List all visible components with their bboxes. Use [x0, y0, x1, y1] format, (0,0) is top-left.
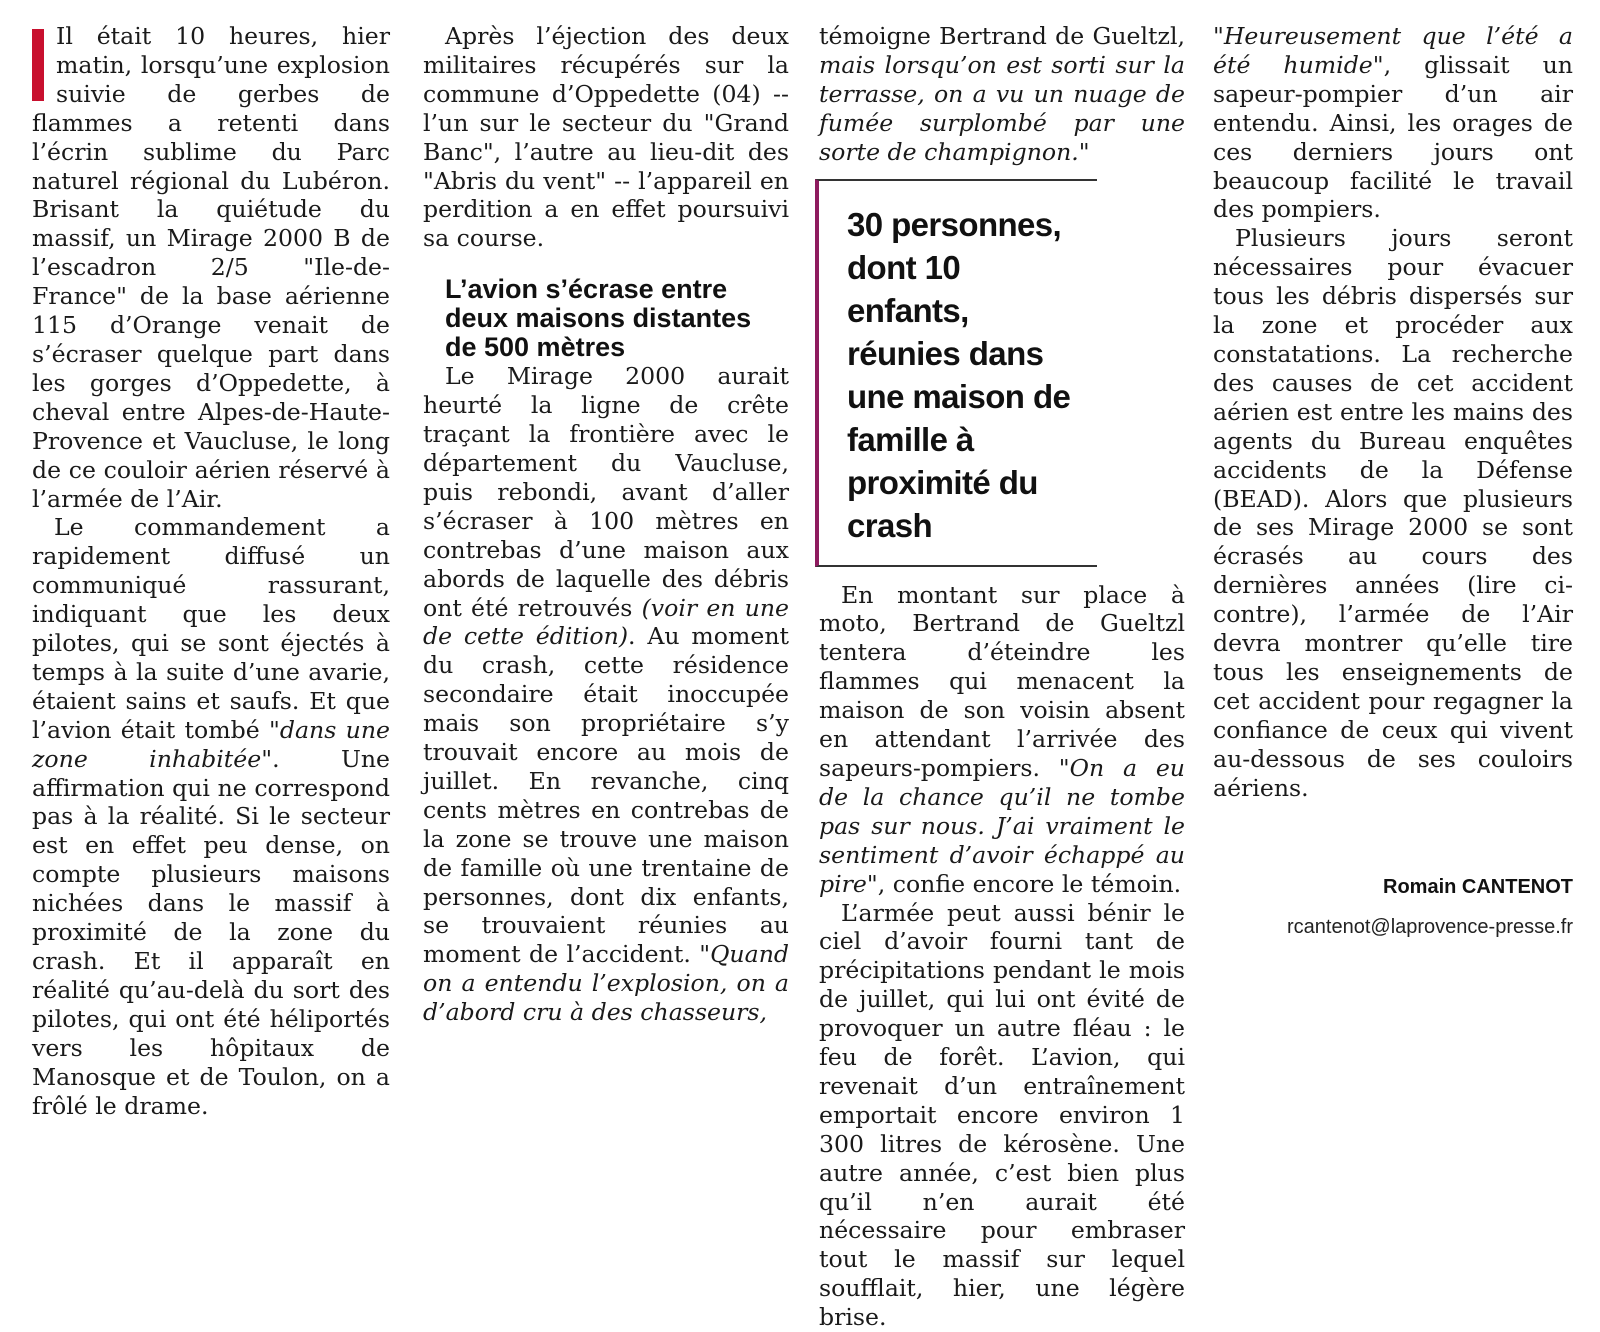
paragraph: L’armée peut aussi bénir le ciel d’avoir fourni tant de précipitations pendant le mois de juillet, qui lui ont évité de provoquer un autre fléau : le feu de forêt. L’avion, qui revenait d’un entraînement emportait encore environ 1 300 litres de kérosène. Une autre année, c’est bien plus qu’il n’en aurait été nécessaire pour embraser tout le massif sur lequel soufflait, hier, une légère brise.	[819, 899, 1185, 1332]
article-column-1	[32, 22, 390, 962]
article-column-4	[1213, 22, 1573, 962]
paragraph: témoigne Bertrand de Gueltzl, mais lorsqu’on est sorti sur la terrasse, on a vu un nuage de fumée surplombé par une sorte de champignon."	[819, 22, 1185, 167]
subheading: L’avion s’écrase entre deux maisons distantes de 500 mètres	[445, 275, 789, 362]
dropcap-bar	[32, 29, 44, 101]
paragraph: Après l’éjection des deux militaires récupérés sur la commune d’Oppedette (04) -- l’un sur le secteur du "Grand Banc", l’autre au lieu-dit des "Abris du vent" -- l’appareil en perdition a en effet poursuivi sa course.	[423, 22, 789, 253]
paragraph: En montant sur place à moto, Bertrand de Gueltzl tentera d’éteindre les flammes qui menacent la maison de son voisin absent en attendant l’arrivée des sapeurs-pompiers. "On a eu de la chance qu’il ne tombe pas sur nous. J’ai vraiment le sentiment d’avoir échappé au pire", confie encore le témoin.	[819, 581, 1185, 899]
paragraph: Plusieurs jours seront nécessaires pour évacuer tous les débris dispersés sur la zone et procéder aux constatations. La recherche des causes de cet accident aérien est entre les mains des agents du Bureau enquêtes accidents de la Défense (BEAD). Alors que plusieurs de ses Mirage 2000 se sont écrasés au cours des dernières années (lire ci-contre), l’armée de l’Air devra montrer qu’elle tire tous les enseignements de cet accident pour regagner la confiance de ceux qui vivent au-dessous de ses couloirs aériens.	[1213, 224, 1573, 802]
author-signature: Romain CANTENOT	[1213, 876, 1573, 899]
paragraph: "Heureusement que l’été a été humide", glissait un sapeur-pompier d’un air entendu. Ainsi, les orages de ces derniers jours ont beaucoup facilité le travail des pompiers.	[1213, 22, 1573, 224]
paragraph: Le commandement a rapidement diffusé un communiqué rassurant, indiquant que les deux pilotes, qui se sont éjectés à temps à la suite d’une avarie, étaient sains et saufs. Et que l’avion était tombé "dans une zone inhabitée". Une affirmation qui ne correspond pas à la réalité. Si le secteur est en effet peu dense, on compte plusieurs maisons nichées dans le massif à proximité de la zone du crash. Et il apparaît en réalité qu’au-delà du sort des pilotes, qui ont été héliportés vers les hôpitaux de Manosque et de Toulon, on a frôlé le drame.	[32, 513, 390, 1120]
paragraph: Le Mirage 2000 aurait heurté la ligne de crête traçant la frontière avec le département du Vaucluse, puis rebondi, avant d’aller s’écraser à 100 mètres en contrebas d’une maison aux abords de laquelle des débris ont été retrouvés (voir en une de cette édition). Au moment du crash, cette résidence secondaire était inoccupée mais son propriétaire s’y trouvait encore au mois de juillet. En revanche, cinq cents mètres en contrebas de la zone se trouve une maison de famille où une trentaine de personnes, dont dix enfants, se trouvaient réunies au moment de l’accident. "Quand on a entendu l’explosion, on a d’abord cru à des chasseurs,	[423, 362, 789, 1027]
pull-quote: 30 personnes, dont 10 enfants, réunies dans une maison de famille à proximité du crash	[815, 179, 1097, 567]
article-column-3	[819, 22, 1185, 962]
author-email: rcantenot@laprovence-presse.fr	[1213, 916, 1573, 939]
article-column-2	[423, 22, 789, 962]
lead-paragraph: Il était 10 heures, hier matin, lorsqu’une explosion suivie de gerbes de flammes a retenti dans l’écrin sublime du Parc naturel régional du Lubéron. Brisant la quiétude du massif, un Mirage 2000 B de l’escadron 2/5 "Ile-de-France" de la base aérienne 115 d’Orange venait de s’écraser quelque part dans les gorges d’Oppedette, à cheval entre Alpes-de-Haute-Provence et Vaucluse, le long de ce couloir aérien réservé à l’armée de l’Air.	[32, 22, 390, 513]
